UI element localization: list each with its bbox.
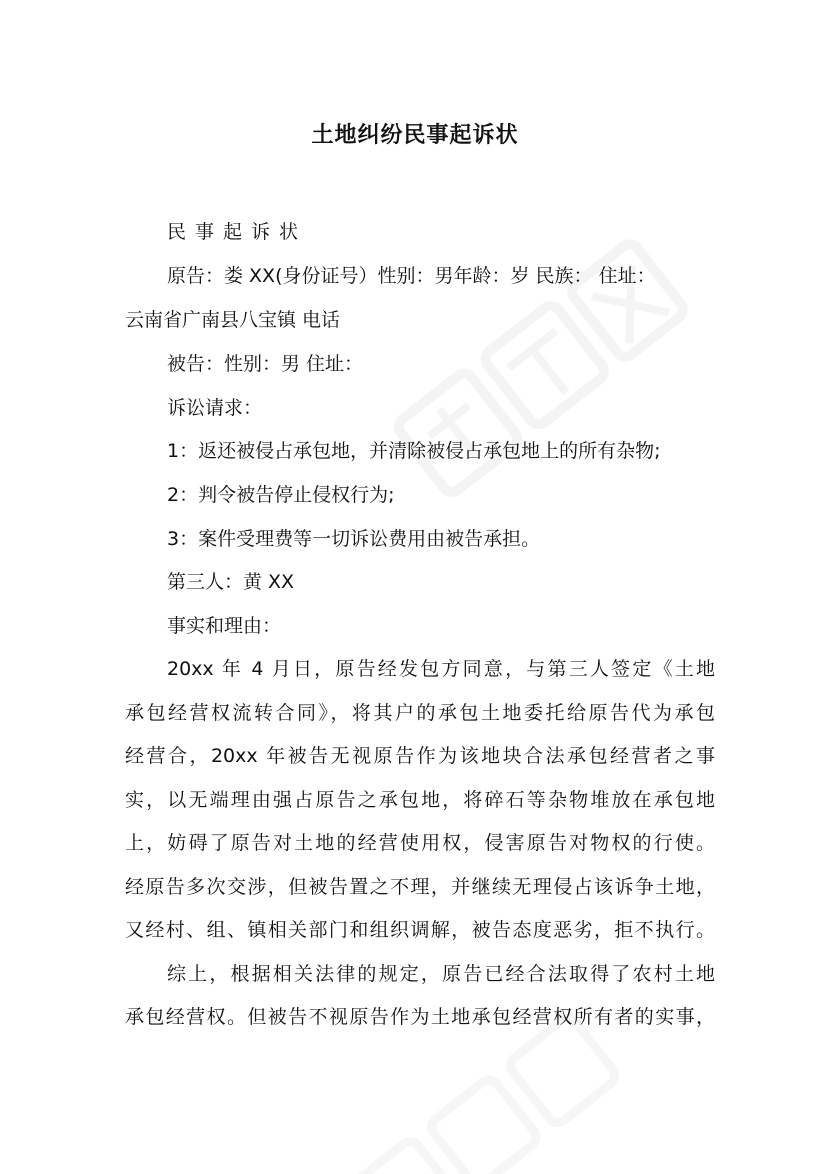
defendant-info-line: 被告：性别：男 住址： [167, 353, 364, 375]
claims-heading: 诉讼请求： [167, 397, 263, 419]
claim-item: 2：判令被告停止侵权行为; [167, 484, 395, 506]
facts-paragraph-line: 上，妨碍了原告对土地的经营使用权，侵害原告对物权的行使。 [125, 832, 715, 854]
third-party-line: 第三人：黄 XX [167, 571, 295, 593]
facts-paragraph-line: 又经村、组、镇相关部门和组织调解，被告态度恶劣，拒不执行。 [125, 919, 715, 941]
facts-paragraph-line: 经营合，20xx 年被告无视原告作为该地块合法承包经营者之事 [125, 745, 715, 767]
claim-item: 3：案件受理费等一切诉讼费用由被告承担。 [167, 528, 541, 550]
facts-paragraph-line: 20xx 年 4 月日，原告经发包方同意，与第三人签定《土地 [167, 658, 715, 680]
section-heading: 民事起诉状 [167, 221, 308, 243]
claim-item: 1：返还被侵占承包地，并清除被侵占承包地上的所有杂物; [167, 440, 661, 462]
plaintiff-address-line: 云南省广南县八宝镇 电话 [125, 309, 341, 331]
facts-heading: 事实和理由： [167, 615, 282, 637]
conclusion-paragraph-line: 承包经营权。但被告不视原告作为土地承包经营权所有者的实事， [125, 1006, 715, 1028]
plaintiff-info-line: 原告：娄 XX(身份证号）性别：男年龄：岁 民族： 住址： [167, 265, 656, 287]
facts-paragraph-line: 承包经营权流转合同》，将其户的承包土地委托给原告代为承包 [125, 702, 715, 724]
facts-paragraph-line: 实，以无端理由强占原告之承包地，将碎石等杂物堆放在承包地 [125, 789, 715, 811]
document-title: 土地纠纷民事起诉状 [311, 123, 519, 148]
facts-paragraph-line: 经原告多次交涉，但被告置之不理，并继续无理侵占该诉争土地， [125, 876, 715, 898]
conclusion-paragraph-line: 综上，根据相关法律的规定，原告已经合法取得了农村土地 [167, 963, 715, 985]
